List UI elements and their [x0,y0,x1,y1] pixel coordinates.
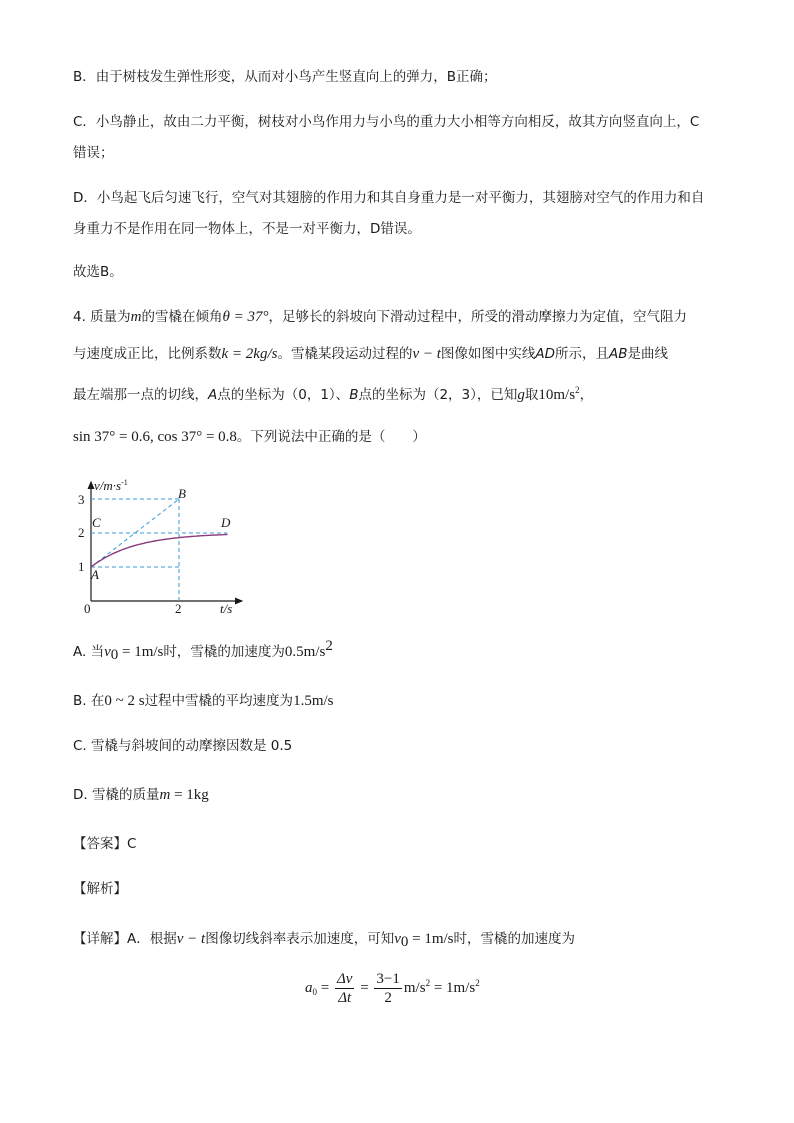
question-line-3 [73,386,593,404]
option-a-velocity-subscript: 0 [110,647,119,663]
point-c-label: C [92,515,101,530]
paragraph-option-c-explanation: C．小鸟静止，故由二力平衡，树枝对小鸟作用力与小鸟的重力大小相等方向相反，故其方向竖直向上，C [73,114,700,130]
origin-label: 0 [84,601,91,616]
question-text: 的雪橇在倾角 [141,309,223,325]
option-a-acceleration-value: 0.5m/s [284,644,326,660]
option-a-text: A. 当 [73,644,105,660]
formula-unit: m/s [403,979,426,996]
question-text: 。雪橇某段运动过程的 [277,346,413,362]
dashed-guides [91,499,227,601]
option-a-text: 时，雪橇的加速度为 [163,644,285,660]
paragraph-option-d-continued: 身重力不是作用在同一物体上，不是一对平衡力，D错误。 [73,221,421,237]
question-text: 点的坐标为（2，3），已知 [358,387,518,403]
point-b-label: B [178,486,186,501]
option-b [73,692,334,710]
paragraph-option-b-explanation: B．由于树枝发生弹性形变，从而对小鸟产生竖直向上的弹力，B正确； [73,69,497,85]
option-d-mass-value: = 1kg [170,787,209,803]
question-text: 是曲线 [627,346,669,362]
question-text: 。下列说法中正确的是（ ） [236,429,426,445]
option-b-text: 过程中雪橇的平均速度为 [144,693,294,709]
question-line-4 [73,428,426,446]
option-c: C. 雪橇与斜坡间的动摩擦因数是 0.5 [73,738,293,754]
detail-text: 时，雪橇的加速度为 [453,931,576,947]
coefficient-expression: k = 2kg/s [221,346,278,362]
detail-text: 【详解】A．根据 [73,931,177,947]
gravity-value-text: 10m/s [538,387,576,403]
detail-velocity-symbol: v [394,931,401,947]
point-a-label: A [91,567,99,582]
formula-a-symbol: a [305,979,313,996]
angle-expression: θ = 37° [222,309,269,325]
tick-x-2: 2 [175,601,182,616]
detail-velocity-subscript: 0 [400,934,409,950]
y-axis-label-exponent: -1 [121,478,128,487]
gravity-symbol: g [517,387,525,403]
question-text: ， [579,387,594,403]
formula-a-subscript: 0 [312,986,317,997]
question-text: 取 [524,387,539,403]
tick-y-1: 1 [78,559,85,574]
option-b-time-range: 0 ~ 2 s [104,693,145,709]
option-a-velocity-symbol: v [104,644,111,660]
vt-graph [70,476,250,621]
formula-unit-exponent: 2 [425,977,431,988]
answer-label: 【答案】 [73,836,127,852]
tick-y-2: 2 [78,525,85,540]
paragraph-choice-statement: 故选B。 [73,264,123,280]
answer-line [73,835,136,853]
detail-velocity-value: = 1m/s [408,931,454,947]
question-number-text: 4. 质量为 [73,309,131,325]
question-text: 与速度成正比，比例系数 [73,346,222,362]
question-text: 点的坐标为（0，1）、 [217,387,350,403]
formula-equals: = [317,979,333,996]
y-axis-label-text: v/m·s [94,478,122,493]
analysis-label: 【解析】 [73,881,127,897]
segment-ad: AD [535,346,556,362]
point-d-label: D [221,515,231,530]
option-a [73,638,333,663]
detail-line [73,930,575,948]
fraction-delta-denominator: Δt [338,990,352,1006]
option-d-text: D. 雪橇的质量 [73,787,160,803]
question-line-1 [73,308,687,326]
detail-vt-symbol: v − t [176,931,206,947]
question-text: 所示，且 [555,346,610,362]
mass-symbol: m [130,309,142,325]
paragraph-option-d-explanation: D．小鸟起飞后匀速飞行，空气对其翅膀的作用力和其自身重力是一对平衡力，其翅膀对空气的作用力和自 [73,190,705,206]
velocity-curve [91,535,227,568]
gravity-value-exponent: 2 [575,385,580,395]
option-d [73,786,209,804]
question-line-2 [73,345,668,363]
point-b-ref: B [349,387,359,403]
vt-symbol: v − t [412,346,441,362]
fraction-values-denominator: 2 [384,990,392,1006]
acceleration-formula [305,970,480,1007]
question-text: 最左端那一点的切线， [73,387,208,403]
formula-result-exponent: 2 [475,977,480,988]
detail-text: 图像切线斜率表示加速度，可知 [205,931,395,947]
answer-value: C [127,836,137,852]
formula-equals: = [356,979,373,996]
trig-values: sin 37° = 0.6, cos 37° = 0.8 [73,429,237,445]
question-text: 图像如图中实线 [440,346,536,362]
segment-ab: AB [609,346,628,362]
question-text: ，足够长的斜坡向下滑动过程中，所受的滑动摩擦力为定值，空气阻力 [268,309,688,325]
gravity-value [538,387,579,403]
fraction-values [374,970,401,1007]
point-a-ref: A [208,387,218,403]
option-d-mass-symbol: m [159,787,171,803]
fraction-values-numerator: 3−1 [376,971,400,987]
option-b-text: B. 在 [73,693,105,709]
y-axis-label [94,478,128,493]
formula-result: = 1m/s [430,979,476,996]
option-b-velocity-value: 1.5m/s [293,693,334,709]
fraction-delta-numerator: Δv [336,971,353,987]
tick-y-3: 3 [78,492,85,507]
paragraph-option-c-continued: 错误； [73,145,114,161]
option-a-velocity-value: = 1m/s [118,644,164,660]
x-axis-label: t/s [220,601,233,616]
fraction-delta [335,970,354,1007]
option-a-acceleration-exponent: 2 [325,638,333,654]
